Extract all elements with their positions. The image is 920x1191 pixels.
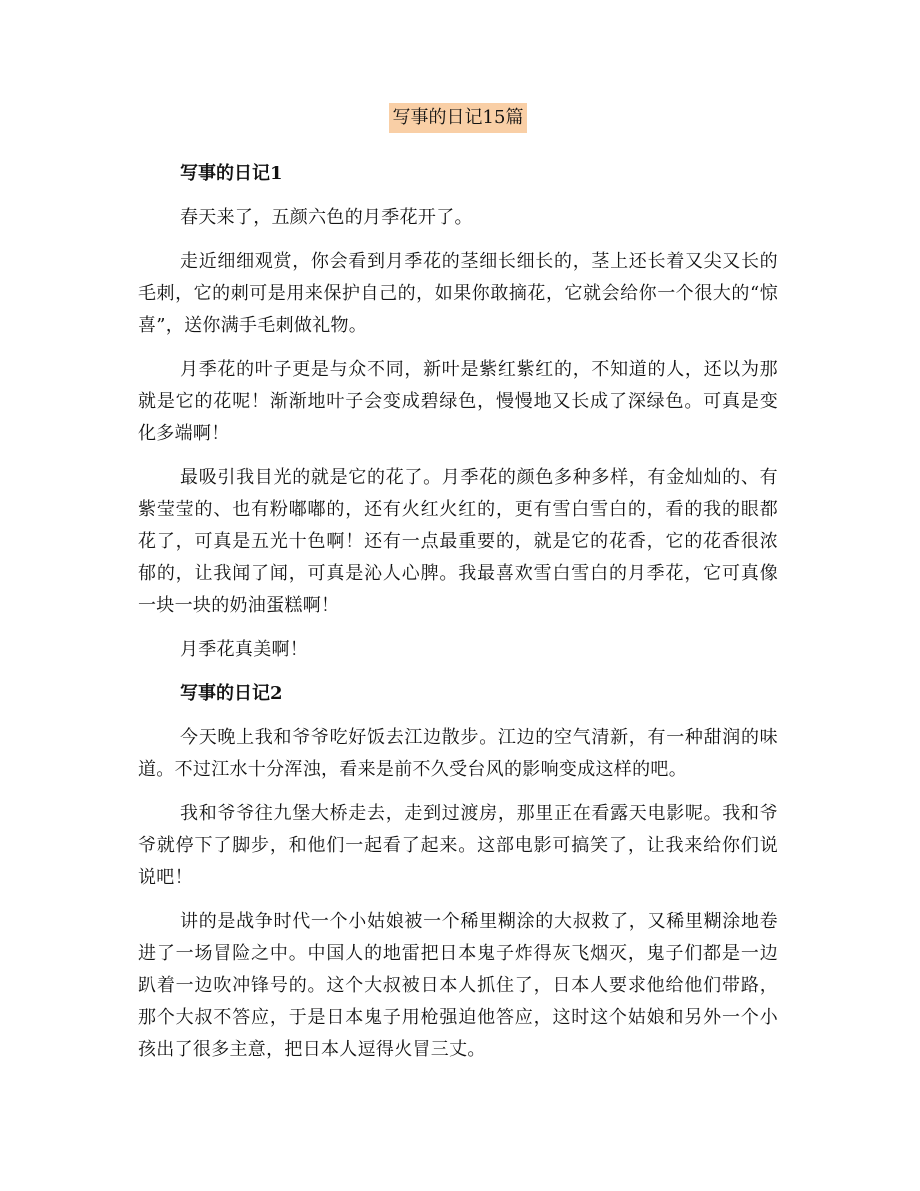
document-title: 写事的日记15篇 <box>389 103 528 133</box>
paragraph: 最吸引我目光的就是它的花了。月季花的颜色多种多样，有金灿灿的、有紫莹莹的、也有粉嘟嘟的，还有火红火红的，更有雪白雪白的，看的我的眼都花了，可真是五光十色啊！还有一点最重要的，就是它的花香，它的花香很浓郁的，让我闻了闻，可真是沁人心脾。我最喜欢雪白雪白的月季花，它可真像一块一块的奶油蛋糕啊！ <box>138 467 778 616</box>
paragraph: 我和爷爷往九堡大桥走去，走到过渡房，那里正在看露天电影呢。我和爷爷就停下了脚步，和他们一起看了起来。这部电影可搞笑了，让我来给你们说说吧！ <box>138 803 778 888</box>
document-page <box>138 102 778 1078</box>
paragraph: 月季花的叶子更是与众不同，新叶是紫红紫红的，不知道的人，还以为那就是它的花呢！渐渐地叶子会变成碧绿色，慢慢地又长成了深绿色。可真是变化多端啊！ <box>138 359 778 444</box>
section-heading: 写事的日记2 <box>180 683 283 704</box>
section-heading: 写事的日记1 <box>180 163 283 184</box>
title-row <box>138 102 778 134</box>
paragraph: 走近细细观赏，你会看到月季花的茎细长细长的，茎上还长着又尖又长的毛刺，它的刺可是用来保护自己的，如果你敢摘花，它就会给你一个很大的“惊喜”，送你满手毛刺做礼物。 <box>138 251 778 336</box>
paragraph: 今天晚上我和爷爷吃好饭去江边散步。江边的空气清新，有一种甜润的味道。不过江水十分浑浊，看来是前不久受台风的影响变成这样的吧。 <box>138 727 778 780</box>
paragraph: 春天来了，五颜六色的月季花开了。 <box>180 207 473 228</box>
paragraph: 讲的是战争时代一个小姑娘被一个稀里糊涂的大叔救了，又稀里糊涂地卷进了一场冒险之中。中国人的地雷把日本鬼子炸得灰飞烟灭，鬼子们都是一边趴着一边吹冲锋号的。这个大叔被日本人抓住了，日本人要求他给他们带路，那个大叔不答应，于是日本鬼子用枪强迫他答应，这时这个姑娘和另外一个小孩出了很多主意，把日本人逗得火冒三丈。 <box>138 911 778 1060</box>
paragraph: 月季花真美啊！ <box>180 639 309 660</box>
